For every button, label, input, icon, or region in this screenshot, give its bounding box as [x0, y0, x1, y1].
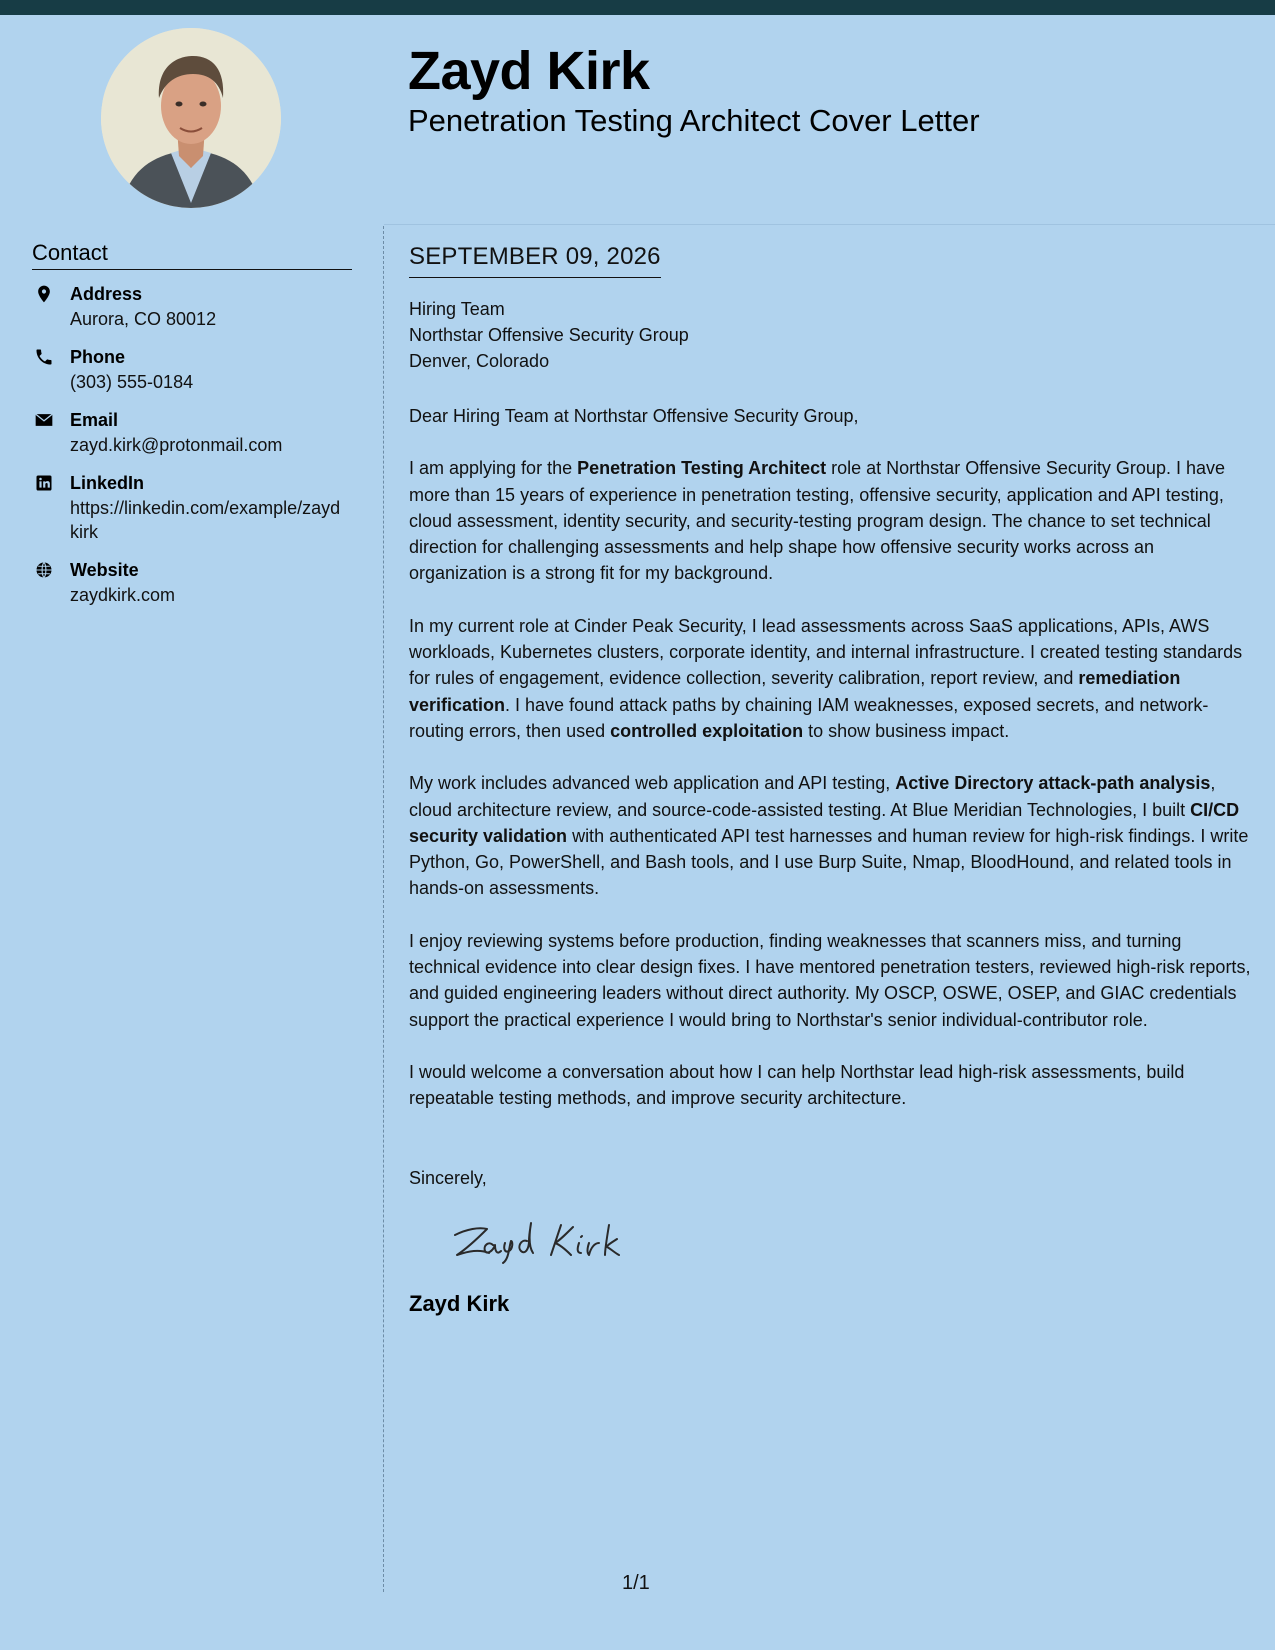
paragraph-text: My work includes advanced web application and API testing, — [409, 773, 896, 794]
letter-paragraphs — [409, 455, 1255, 1111]
contact-linkedin — [32, 471, 352, 544]
letter-paragraph — [409, 455, 1255, 586]
paragraph-text: I enjoy reviewing systems before production, finding weaknesses that scanners miss, and turning technical evidence into clear design fixes. I have mentored penetration testers, reviewed high-risk reports, and guided engineering leaders without direct authority. My OSCP, OSWE, OSEP, and GIAC credentials support the practical experience I would bring to Northstar's senior individual-contributor role. — [409, 930, 1251, 1030]
contact-heading: Contact — [32, 240, 352, 270]
website-value[interactable]: zaydkirk.com — [70, 585, 176, 605]
map-pin-icon — [34, 284, 56, 306]
email-value[interactable]: zayd.kirk@protonmail.com — [70, 435, 283, 455]
contact-address — [32, 282, 352, 331]
header-rule — [384, 224, 1275, 225]
linkedin-value[interactable]: https://linkedin.com/example/zaydkirk — [70, 498, 341, 542]
paragraph-text: to show business impact. — [803, 720, 1010, 741]
letter-body — [409, 242, 1255, 1317]
contact-label: Website — [70, 560, 139, 580]
avatar — [101, 28, 281, 208]
contact-label: LinkedIn — [70, 473, 145, 493]
contact-sidebar — [32, 240, 352, 621]
candidate-name: Zayd Kirk — [408, 41, 650, 101]
document-title: Penetration Testing Architect Cover Letter — [408, 103, 980, 138]
emphasized-phrase: controlled exploitation — [610, 720, 804, 741]
contact-email — [32, 408, 352, 457]
contact-website — [32, 558, 352, 607]
linkedin-icon — [34, 473, 56, 495]
page-number: 1/1 — [622, 1572, 650, 1594]
recipient-line: Hiring Team — [409, 299, 505, 319]
contact-label: Address — [70, 284, 143, 304]
contact-list — [32, 282, 352, 607]
letter-paragraph — [409, 770, 1255, 901]
letter-paragraph — [409, 928, 1255, 1033]
column-divider — [383, 226, 384, 1592]
closing: Sincerely, — [409, 1167, 487, 1188]
envelope-icon — [34, 410, 56, 432]
letter-paragraph — [409, 613, 1255, 744]
emphasized-phrase: Active Directory attack-path analysis — [895, 773, 1211, 794]
salutation: Dear Hiring Team at Northstar Offensive Security Group, — [409, 406, 859, 426]
contact-label: Phone — [70, 347, 126, 367]
recipient-line: Northstar Offensive Security Group — [409, 325, 689, 345]
address-value: Aurora, CO 80012 — [70, 309, 217, 329]
contact-label: Email — [70, 410, 119, 430]
paragraph-text: . I have found attack paths by chaining IAM weaknesses, exposed secrets, and network-routing errors, then used — [409, 694, 1209, 741]
phone-value[interactable]: (303) 555-0184 — [70, 372, 194, 392]
letter-date: SEPTEMBER 09, 2026 — [409, 242, 661, 278]
paragraph-text: role at Northstar Offensive Security Group. I have more than 15 years of experience in penetration testing, offensive security, application and API testing, cloud assessment, identity security, and security-testing program design. The chance to set technical direction for challenging assessments and help shape how offensive security works across an organization is a strong fit for my background. — [409, 458, 1225, 584]
emphasized-phrase: Penetration Testing Architect — [577, 458, 827, 479]
emphasized-phrase: remediation verification — [409, 668, 1181, 715]
recipient-block — [409, 296, 1255, 374]
paragraph-text: I am applying for the — [409, 458, 578, 479]
letter-paragraph — [409, 1059, 1255, 1112]
contact-phone — [32, 345, 352, 394]
globe-icon — [34, 560, 56, 582]
emphasized-phrase: CI/CD security validation — [409, 799, 1240, 846]
phone-icon — [34, 347, 56, 369]
paragraph-text: In my current role at Cinder Peak Security, I lead assessments across SaaS applications, APIs, AWS workloads, Kubernetes clusters, corporate identity, and internal infrastructure. I created testing standards for rules of engagement, evidence collection, severity calibration, report review, and — [409, 615, 1243, 689]
paragraph-text: with authenticated API test harnesses and human review for high-risk findings. I write Python, Go, PowerShell, and Bash tools, and I use Burp Suite, Nmap, BloodHound, and related tools in hands-on assessments. — [409, 825, 1249, 899]
signer-name: Zayd Kirk — [409, 1290, 510, 1316]
paragraph-text: , cloud architecture review, and source-code-assisted testing. At Blue Meridian Technologies, I built — [409, 773, 1216, 820]
recipient-line: Denver, Colorado — [409, 351, 550, 371]
top-bar — [0, 0, 1275, 15]
paragraph-text: I would welcome a conversation about how I can help Northstar lead high-risk assessments, build repeatable testing methods, and improve security architecture. — [409, 1061, 1185, 1109]
handwritten-signature — [449, 1211, 1255, 1267]
